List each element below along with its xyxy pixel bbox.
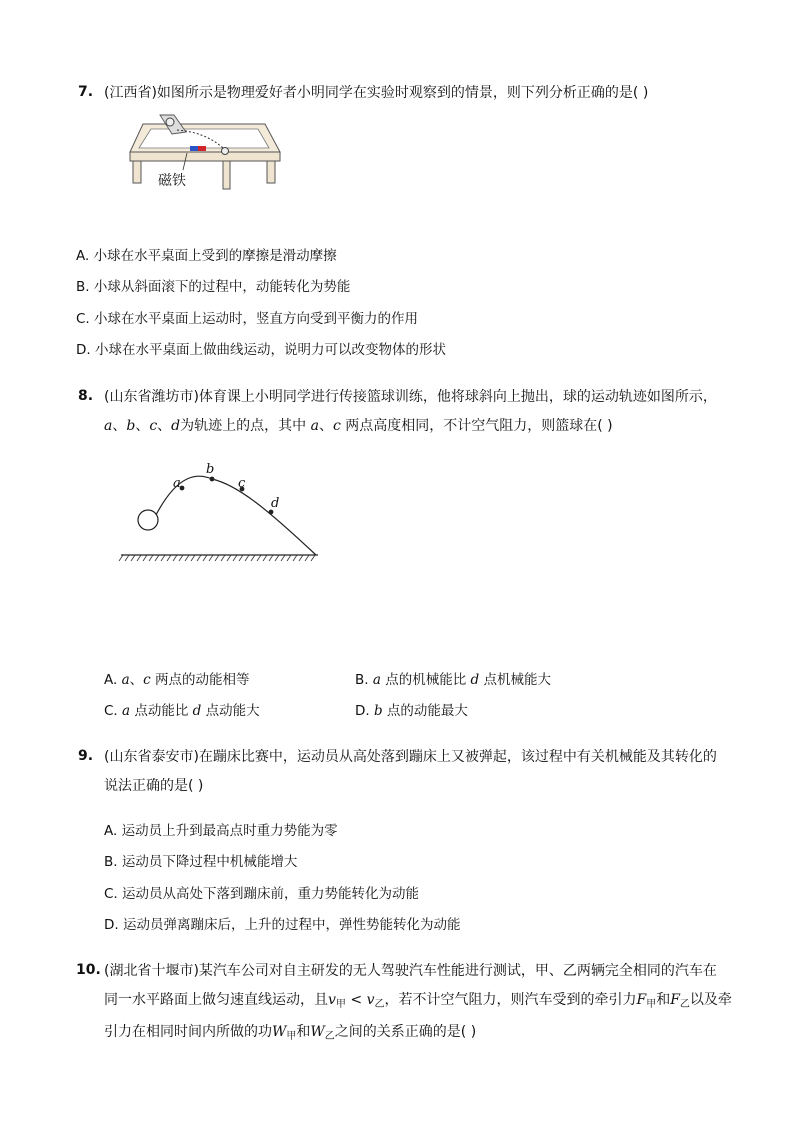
- q7-stem: (江西省)如图所示是物理爱好者小明同学在实验时观察到的情景，则下列分析正确的是( ): [104, 85, 649, 101]
- q8-stem-line1: (山东省潍坊市)体育课上小明同学进行传接篮球训练，他将球斜向上抛出，球的运动轨迹如图所示，: [104, 389, 717, 405]
- subscript-yi: 乙: [679, 999, 690, 1010]
- option-text: 两点的动能相等: [150, 672, 250, 688]
- q8-number: 8.: [78, 388, 94, 404]
- q8-option-b[interactable]: [355, 670, 551, 690]
- stem-text: 为轨迹上的点，其中: [180, 418, 311, 434]
- label-a: a: [173, 476, 181, 491]
- q9-stem-line1: (山东省泰安市)在蹦床比赛中，运动员从高处落到蹦床上又被弹起，该过程中有关机械能及其转化的: [104, 749, 717, 765]
- stem-text: 引力在相同时间内所做的功: [104, 1024, 272, 1040]
- q10-stem-line2: [104, 990, 732, 1015]
- stem-text: 之间的关系正确的是( ): [334, 1024, 477, 1040]
- q9-stem-line2: 说法正确的是( ): [104, 778, 204, 794]
- var-d: d: [171, 418, 181, 434]
- q9-option-d[interactable]: D. 运动员弹离蹦床后，上升的过程中，弹性势能转化为动能: [104, 917, 461, 933]
- subscript-yi: 乙: [324, 1031, 335, 1042]
- q9-option-b[interactable]: B. 运动员下降过程中机械能增大: [104, 854, 298, 870]
- var-W: W: [310, 1024, 325, 1040]
- stem-text: 同一水平路面上做匀速直线运动，且: [104, 992, 328, 1008]
- q10-stem-line3: [104, 1022, 476, 1047]
- q8-stem-line2: [104, 416, 613, 436]
- and: 和: [656, 992, 671, 1008]
- stem-text: ，若不计空气阻力，则汽车受到的牵引力: [384, 992, 637, 1008]
- q7-option-d[interactable]: D. 小球在水平桌面上做曲线运动，说明力可以改变物体的形状: [76, 342, 446, 358]
- q7-option-a[interactable]: A. 小球在水平桌面上受到的摩擦是滑动摩擦: [76, 248, 337, 264]
- var-a: a: [104, 418, 113, 434]
- q8-option-c[interactable]: [104, 701, 260, 721]
- q8-figure-ball-trajectory: [118, 455, 328, 567]
- var: a: [372, 672, 381, 688]
- var-v: v: [366, 992, 375, 1008]
- point-b: [210, 477, 215, 482]
- sep: 、: [112, 418, 127, 434]
- option-letter: C.: [104, 703, 123, 719]
- option-text: 点机械能大: [479, 672, 551, 688]
- q7-option-c[interactable]: C. 小球在水平桌面上运动时，竖直方向受到平衡力的作用: [76, 311, 419, 327]
- subscript-jia: 甲: [286, 1031, 297, 1042]
- sep: 、: [157, 418, 172, 434]
- var-F: F: [670, 992, 680, 1008]
- var-v: v: [328, 992, 336, 1008]
- stem-text: 以及牵: [689, 992, 732, 1008]
- label-d: d: [271, 496, 280, 511]
- q8-option-d[interactable]: [355, 701, 468, 721]
- q7-figure-magnet-table: [125, 112, 285, 194]
- subscript-jia: 甲: [335, 999, 346, 1010]
- var-a: a: [310, 418, 319, 434]
- option-letter: A.: [104, 672, 122, 688]
- var-c: c: [149, 418, 158, 434]
- less-than: <: [345, 992, 367, 1008]
- var: b: [373, 703, 383, 719]
- basketball: [138, 510, 158, 530]
- option-text: 点的动能最大: [382, 703, 468, 719]
- sep: 、: [318, 418, 333, 434]
- sep: 、: [135, 418, 150, 434]
- q10-number: 10.: [76, 962, 101, 978]
- q10-stem-line1: (湖北省十堰市)某汽车公司对自主研发的无人驾驶汽车性能进行测试，甲、乙两辆完全相同的汽车在: [104, 963, 717, 979]
- q9-option-c[interactable]: C. 运动员从高处下落到蹦床前，重力势能转化为动能: [104, 886, 420, 902]
- option-text: 点的机械能比: [380, 672, 471, 688]
- q7-option-b[interactable]: B. 小球从斜面滚下的过程中，动能转化为势能: [76, 279, 351, 295]
- label-c: c: [238, 476, 246, 491]
- option-text: 点动能大: [201, 703, 260, 719]
- q7-figure-label: 磁铁: [158, 173, 186, 189]
- label-b: b: [206, 462, 215, 477]
- subscript-yi: 乙: [374, 999, 385, 1010]
- and: 和: [296, 1024, 311, 1040]
- q9-number: 9.: [78, 748, 94, 764]
- q9-option-a[interactable]: A. 运动员上升到最高点时重力势能为零: [104, 823, 338, 839]
- q7-number: 7.: [78, 84, 94, 100]
- var: d: [192, 703, 202, 719]
- var-c: c: [332, 418, 341, 434]
- var-F: F: [636, 992, 647, 1008]
- var-b: b: [126, 418, 136, 434]
- option-letter: D.: [355, 703, 374, 719]
- var-W: W: [272, 1024, 287, 1040]
- option-letter: B.: [355, 672, 373, 688]
- var: c: [143, 672, 151, 688]
- var: d: [470, 672, 480, 688]
- q8-option-a[interactable]: [104, 670, 250, 690]
- var: a: [122, 703, 131, 719]
- var: a: [121, 672, 130, 688]
- sep: 、: [129, 672, 144, 688]
- subscript-jia: 甲: [646, 999, 657, 1010]
- option-text: 点动能比: [130, 703, 193, 719]
- stem-text: 两点高度相同，不计空气阻力，则篮球在( ): [340, 418, 613, 434]
